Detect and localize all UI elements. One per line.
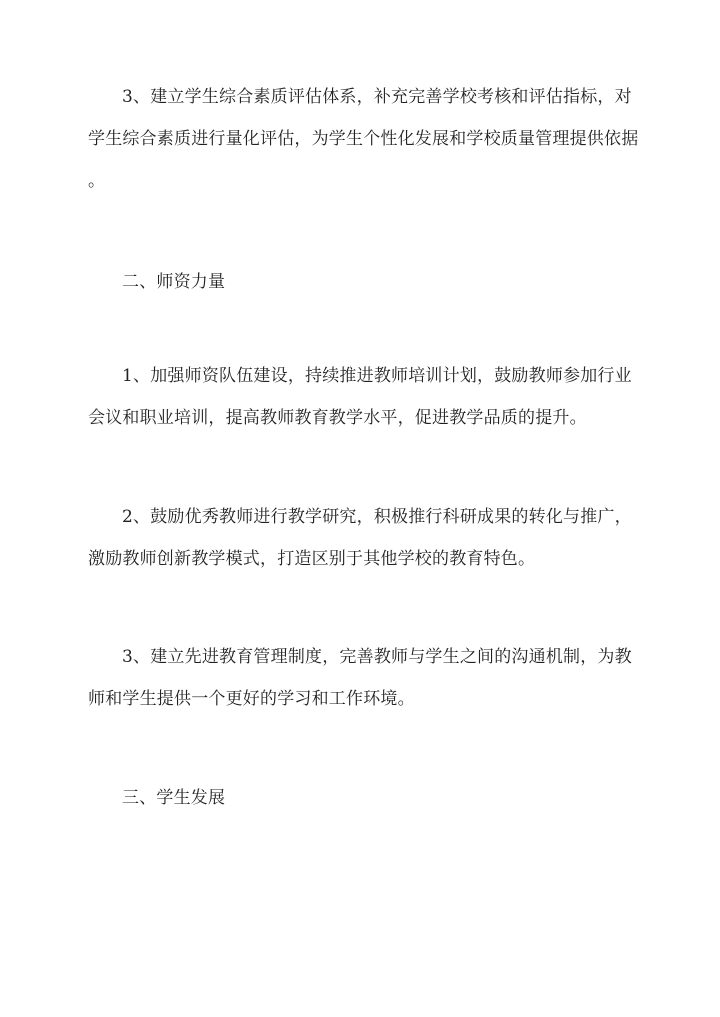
paragraph-management-system bbox=[88, 636, 636, 720]
paragraph-line: 学生综合素质进行量化评估，为学生个性化发展和学校质量管理提供依据 bbox=[88, 129, 639, 149]
section-heading-teachers bbox=[88, 261, 636, 303]
paragraph-line: 2、鼓励优秀教师进行教学研究，积极推行科研成果的转化与推广， bbox=[122, 507, 632, 527]
section-heading: 二、师资力量 bbox=[122, 272, 226, 292]
paragraph-line: 。 bbox=[88, 171, 106, 191]
paragraph-line: 激励教师创新教学模式，打造区别于其他学校的教育特色。 bbox=[88, 549, 536, 569]
paragraph-student-evaluation bbox=[88, 76, 639, 202]
paragraph-teacher-research bbox=[88, 496, 636, 580]
paragraph-line: 3、建立学生综合素质评估体系，补充完善学校考核和评估指标，对 bbox=[122, 87, 632, 107]
paragraph-line: 会议和职业培训，提高教师教育教学水平，促进教学品质的提升。 bbox=[88, 408, 587, 428]
section-heading: 三、学生发展 bbox=[122, 788, 226, 808]
section-heading-student-development bbox=[88, 777, 636, 819]
paragraph-line: 1、加强师资队伍建设，持续推进教师培训计划，鼓励教师参加行业 bbox=[122, 366, 632, 386]
paragraph-line: 3、建立先进教育管理制度，完善教师与学生之间的沟通机制，为教 bbox=[122, 647, 632, 667]
paragraph-teacher-training bbox=[88, 355, 636, 439]
paragraph-line: 师和学生提供一个更好的学习和工作环境。 bbox=[88, 689, 415, 709]
